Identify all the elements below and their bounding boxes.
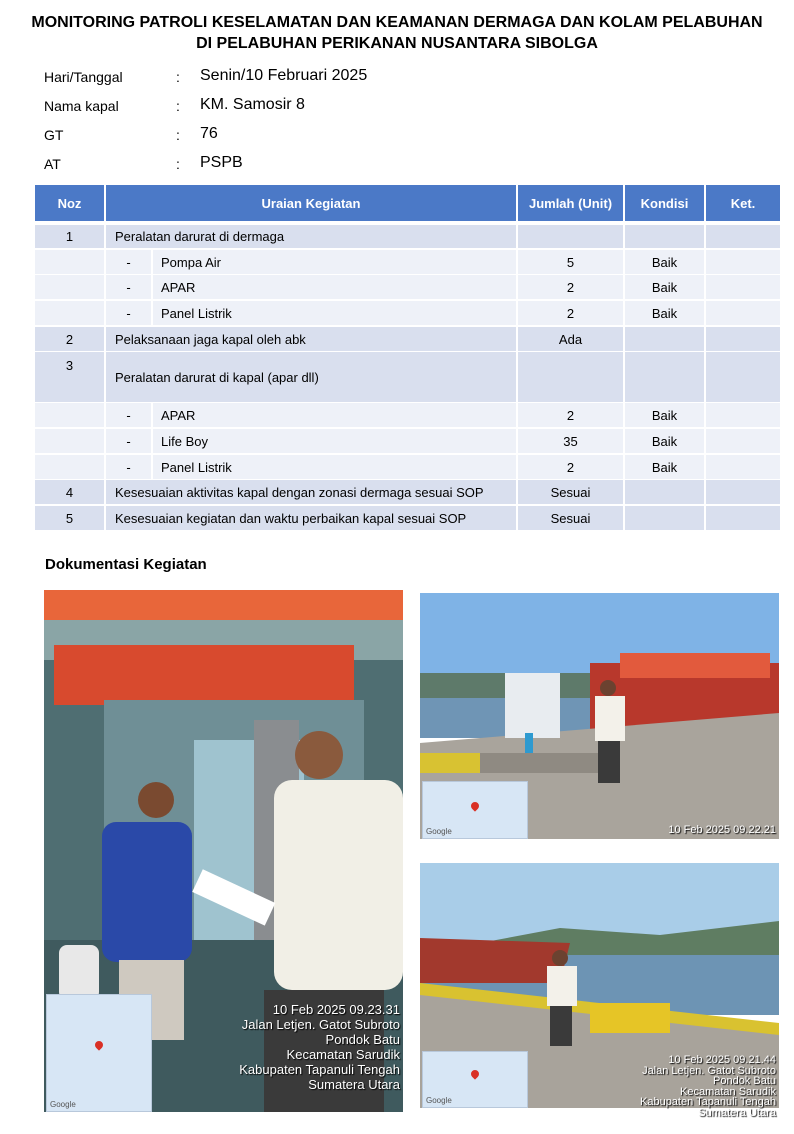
cell-desc: Pompa Air — [153, 250, 518, 274]
cell-kondisi: Baik — [625, 429, 706, 453]
cell-no — [35, 250, 106, 274]
gt-value: 76 — [200, 125, 218, 142]
cell-jumlah — [518, 225, 625, 248]
colon: : — [176, 127, 180, 143]
hari-value: Senin/10 Februari 2025 — [200, 67, 368, 84]
cell-desc: APAR — [153, 403, 518, 427]
cell-kondisi — [625, 225, 706, 248]
map-pin-icon — [93, 1039, 104, 1050]
cell-no — [35, 403, 106, 427]
cell-ket — [706, 301, 780, 325]
cell-dash: - — [106, 275, 153, 299]
cell-desc: Panel Listrik — [153, 301, 518, 325]
map-google-label: Google — [426, 827, 452, 836]
cell-no: 5 — [35, 506, 106, 530]
cell-dash: - — [106, 429, 153, 453]
cell-desc: Peralatan darurat di kapal (apar dll) — [106, 352, 518, 402]
cell-ket — [706, 225, 780, 248]
table-row — [35, 275, 780, 299]
cell-no — [35, 429, 106, 453]
cell-ket — [706, 455, 780, 479]
cell-ket — [706, 480, 780, 504]
photo-inspection-cabin — [44, 590, 403, 1112]
photo-1-stamp — [239, 1002, 400, 1092]
cell-ket — [706, 429, 780, 453]
cell-dash: - — [106, 301, 153, 325]
table-row — [35, 506, 780, 530]
cell-jumlah: 2 — [518, 301, 625, 325]
cell-desc: Pelaksanaan jaga kapal oleh abk — [106, 327, 518, 351]
cell-jumlah: Sesuai — [518, 480, 625, 504]
header-no: Noz — [35, 185, 106, 221]
cell-jumlah: 2 — [518, 403, 625, 427]
cell-ket — [706, 403, 780, 427]
table-row — [35, 429, 780, 453]
cell-desc: Panel Listrik — [153, 455, 518, 479]
cell-ket — [706, 506, 780, 530]
cell-ket — [706, 352, 780, 402]
cell-jumlah — [518, 352, 625, 402]
cell-jumlah: 2 — [518, 275, 625, 299]
photo-3-map-thumbnail — [422, 1051, 528, 1108]
table-row — [35, 403, 780, 427]
stamp-regency: Kabupaten Tapanuli Tengah — [239, 1062, 400, 1077]
stamp-datetime: 10 Feb 2025 09.22.21 — [668, 824, 776, 836]
table-header — [35, 185, 780, 221]
photo-dock-patrol — [420, 863, 779, 1119]
kapal-value: KM. Samosir 8 — [200, 96, 305, 113]
cell-ket — [706, 275, 780, 299]
cell-desc: Kesesuaian aktivitas kapal dengan zonasi dermaga sesuai SOP — [106, 480, 518, 504]
map-google-label: Google — [426, 1096, 452, 1105]
header-ket: Ket. — [706, 185, 780, 221]
colon: : — [176, 69, 180, 85]
table-row — [35, 455, 780, 479]
hari-label: Hari/Tanggal — [44, 69, 123, 85]
photo-dock-panel — [420, 593, 779, 839]
cell-desc: Peralatan darurat di dermaga — [106, 225, 518, 248]
photo-3-stamp — [640, 1055, 776, 1118]
cell-jumlah: Ada — [518, 327, 625, 351]
stamp-datetime: 10 Feb 2025 09.23.31 — [272, 1002, 400, 1017]
header-uraian: Uraian Kegiatan — [106, 185, 518, 221]
cell-kondisi: Baik — [625, 455, 706, 479]
cell-jumlah: 35 — [518, 429, 625, 453]
cell-desc: APAR — [153, 275, 518, 299]
stamp-street: Jalan Letjen. Gatot Subroto — [241, 1017, 400, 1032]
colon: : — [176, 98, 180, 114]
cell-kondisi — [625, 480, 706, 504]
cell-jumlah: 5 — [518, 250, 625, 274]
photo-2-map-thumbnail — [422, 781, 528, 839]
header-kondisi: Kondisi — [625, 185, 706, 221]
colon: : — [176, 156, 180, 172]
cell-dash: - — [106, 250, 153, 274]
cell-no: 4 — [35, 480, 106, 504]
cell-kondisi: Baik — [625, 403, 706, 427]
map-pin-icon — [469, 800, 480, 811]
cell-jumlah: Sesuai — [518, 506, 625, 530]
cell-kondisi: Baik — [625, 275, 706, 299]
cell-desc: Life Boy — [153, 429, 518, 453]
stamp-district: Kecamatan Sarudik — [286, 1047, 400, 1062]
cell-no — [35, 301, 106, 325]
kapal-label: Nama kapal — [44, 98, 119, 114]
cell-no: 3 — [35, 352, 106, 402]
at-value: PSPB — [200, 154, 243, 171]
cell-kondisi: Baik — [625, 250, 706, 274]
cell-no: 1 — [35, 225, 106, 248]
cell-desc: Kesesuaian kegiatan dan waktu perbaikan kapal sesuai SOP — [106, 506, 518, 530]
cell-ket — [706, 327, 780, 351]
title-line-2: DI PELABUHAN PERIKANAN NUSANTARA SIBOLGA — [196, 35, 598, 52]
stamp-village: Pondok Batu — [325, 1032, 400, 1047]
at-label: AT — [44, 156, 61, 172]
table-row — [35, 301, 780, 325]
stamp-regency: Kabupaten Tapanuli Tengah — [640, 1096, 776, 1108]
stamp-datetime: 10 Feb 2025 09.21.44 — [668, 1054, 776, 1066]
cell-ket — [706, 250, 780, 274]
cell-no — [35, 455, 106, 479]
cell-dash: - — [106, 403, 153, 427]
photo-1-map-thumbnail — [46, 994, 152, 1112]
map-google-label: Google — [50, 1100, 76, 1109]
table-row — [35, 250, 780, 274]
photo-2-stamp — [668, 824, 776, 836]
table-row — [35, 225, 780, 248]
section-title: Dokumentasi Kegiatan — [45, 556, 207, 573]
table-row — [35, 480, 780, 504]
stamp-district: Kecamatan Sarudik — [680, 1085, 776, 1098]
title-line-1: MONITORING PATROLI KESELAMATAN DAN KEAMANAN DERMAGA DAN KOLAM PELABUHAN — [31, 14, 763, 31]
stamp-province: Sumatera Utara — [698, 1106, 776, 1119]
cell-kondisi — [625, 506, 706, 530]
cell-no — [35, 275, 106, 299]
cell-jumlah: 2 — [518, 455, 625, 479]
stamp-street: Jalan Letjen. Gatot Subroto — [642, 1064, 776, 1077]
cell-no: 2 — [35, 327, 106, 351]
gt-label: GT — [44, 127, 64, 143]
stamp-province: Sumatera Utara — [308, 1077, 400, 1092]
stamp-village: Pondok Batu — [713, 1075, 776, 1087]
document-title — [0, 12, 794, 54]
cell-dash: - — [106, 455, 153, 479]
cell-kondisi — [625, 327, 706, 351]
table-row — [35, 352, 780, 402]
cell-kondisi: Baik — [625, 301, 706, 325]
map-pin-icon — [469, 1068, 480, 1079]
table-row — [35, 327, 780, 351]
header-jumlah: Jumlah (Unit) — [518, 185, 625, 221]
cell-kondisi — [625, 352, 706, 402]
